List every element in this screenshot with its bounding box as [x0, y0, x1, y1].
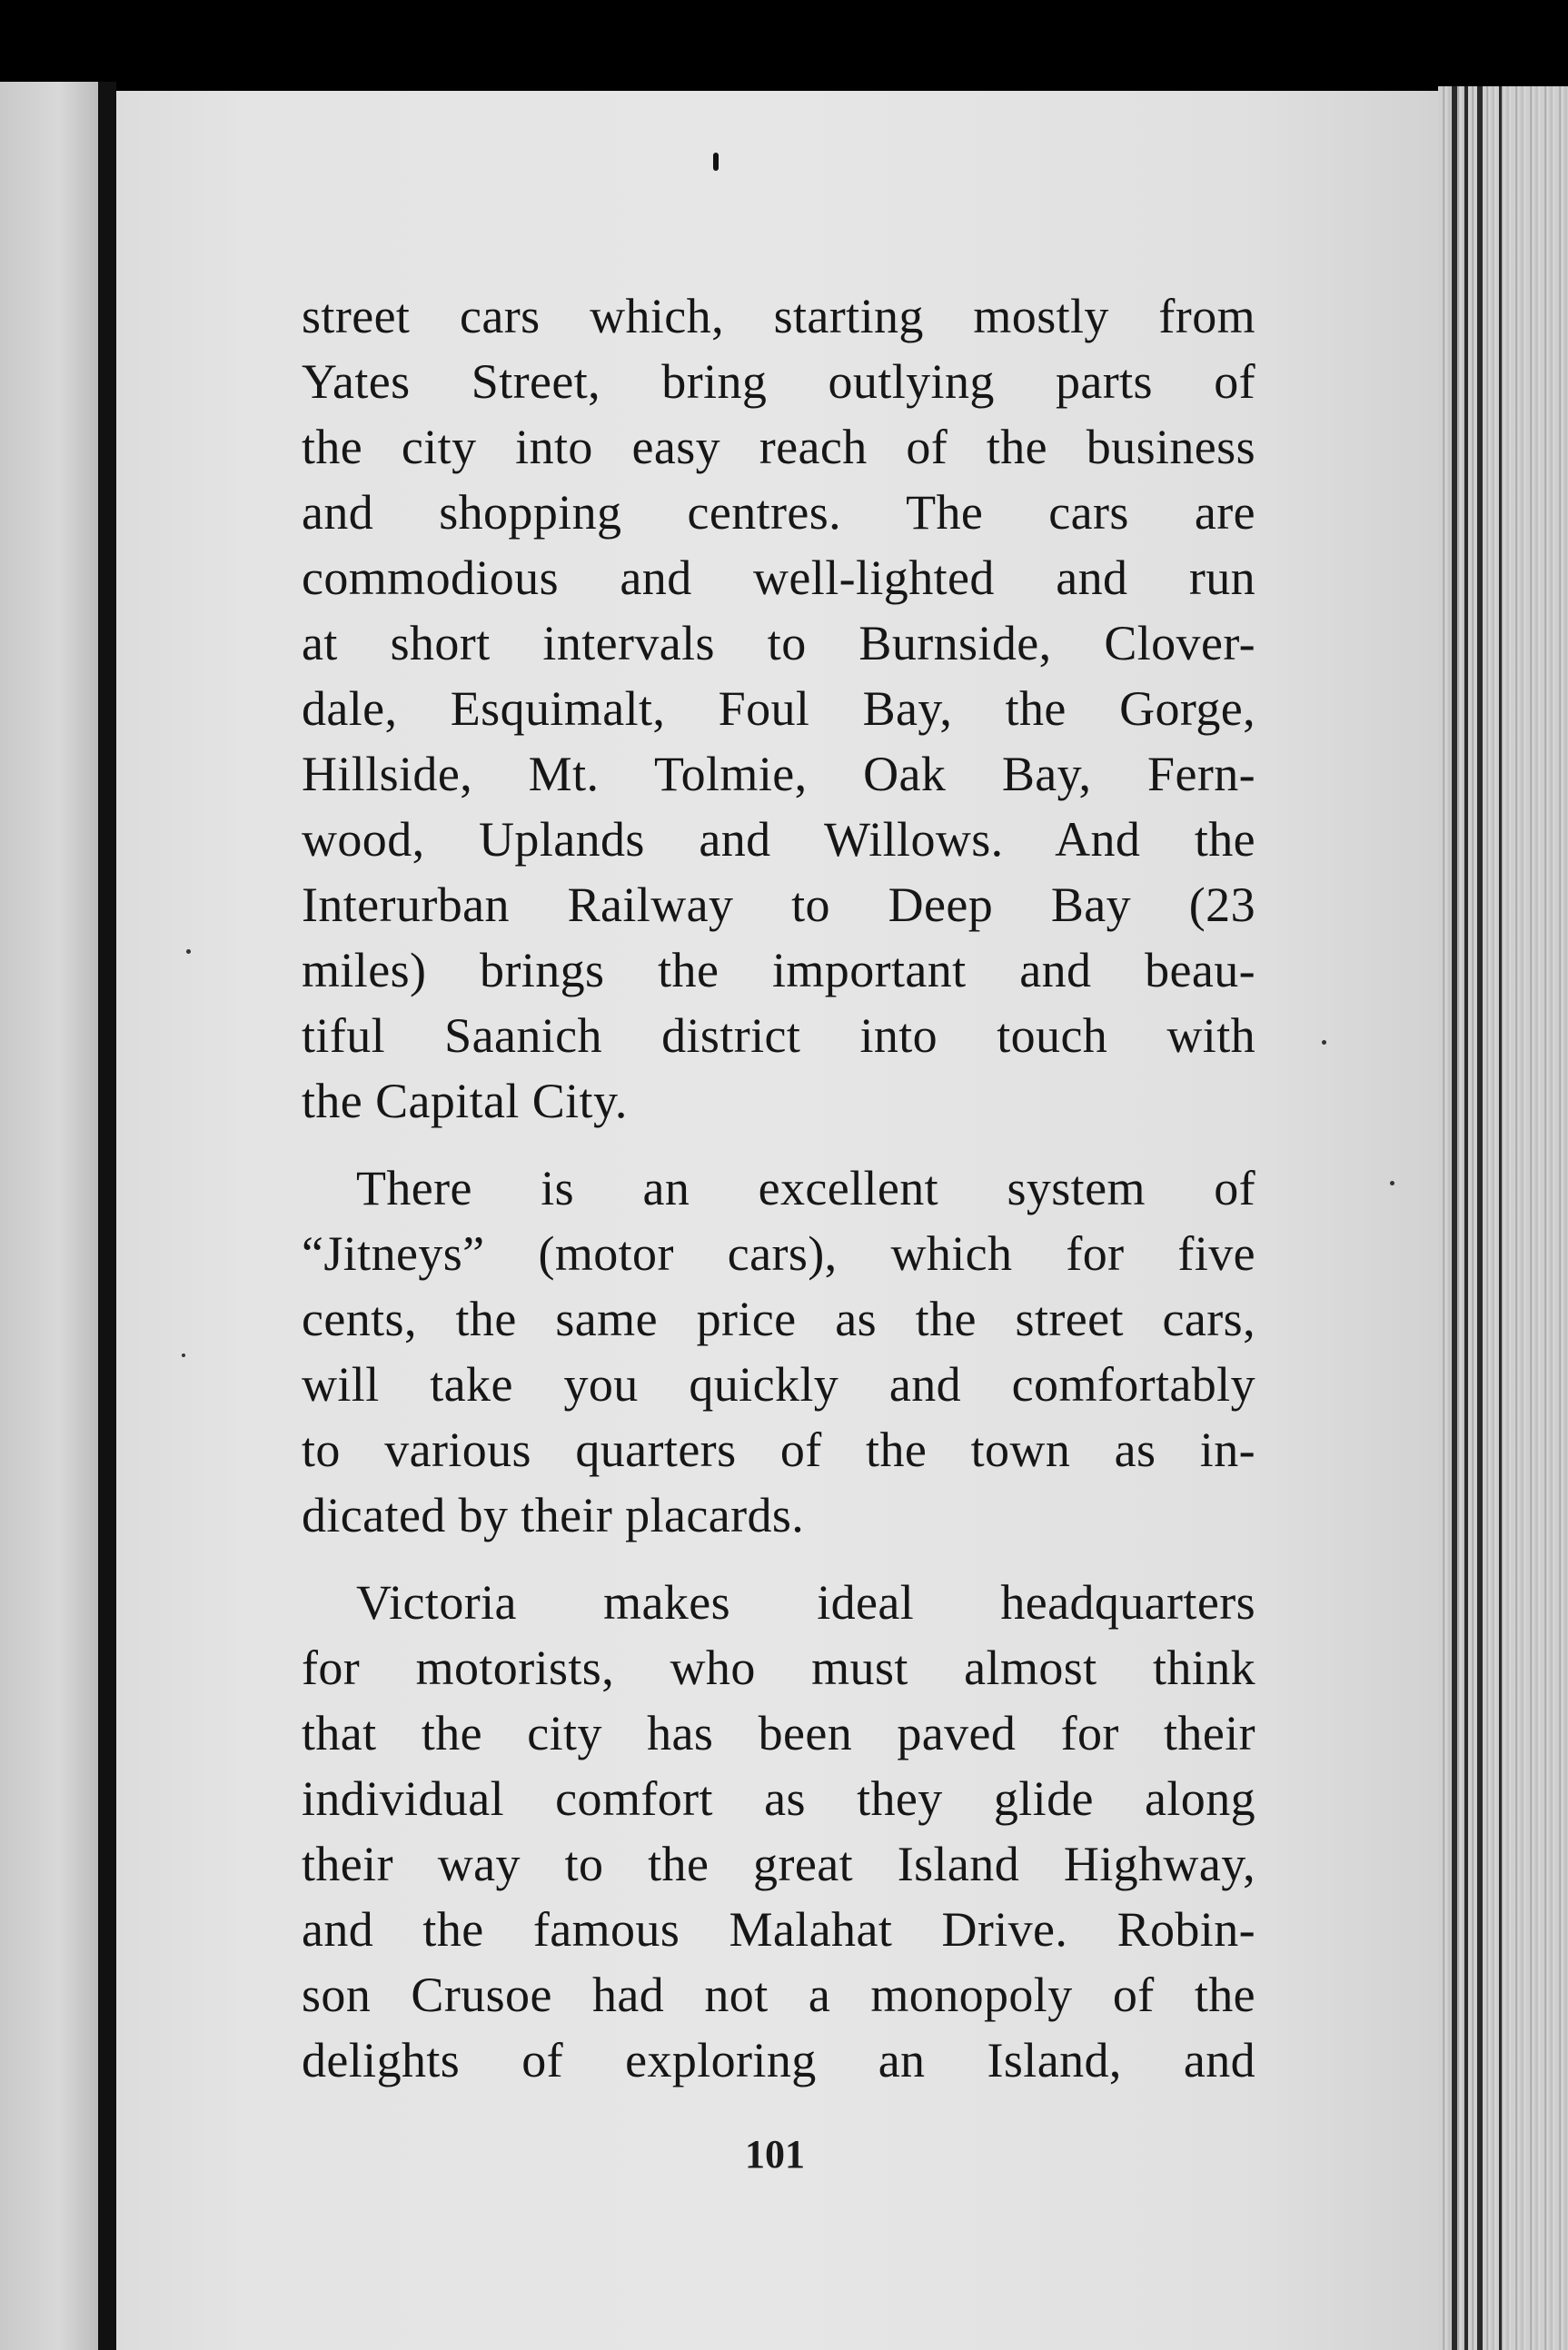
- text-line: tiful Saanich district into touch with: [302, 1008, 1255, 1063]
- text-line: miles) brings the important and beau-: [302, 943, 1255, 997]
- text-line: the Capital City.: [302, 1074, 628, 1128]
- book-gutter: [98, 82, 116, 2350]
- text-line: the city into easy reach of the business: [302, 420, 1255, 474]
- body-text: [302, 283, 1255, 2093]
- text-line: Yates Street, bring outlying parts of: [302, 354, 1255, 409]
- facing-page-edge: [0, 82, 98, 2350]
- text-line: wood, Uplands and Willows. And the: [302, 812, 1255, 867]
- text-line: dale, Esquimalt, Foul Bay, the Gorge,: [302, 681, 1255, 736]
- text-line: delights of exploring an Island, and: [302, 2033, 1255, 2087]
- text-line: and the famous Malahat Drive. Robin-: [302, 1902, 1255, 1957]
- text-line: street cars which, starting mostly from: [302, 289, 1255, 343]
- page-edge-line: [1477, 86, 1483, 2350]
- page-edge-line: [1452, 86, 1457, 2350]
- page-number-text: 101: [745, 2132, 805, 2176]
- ink-speck: [1322, 1040, 1326, 1045]
- text-line: There is an excellent system of: [356, 1161, 1255, 1215]
- paragraph: [302, 1570, 1255, 2093]
- ink-speck: [186, 949, 191, 954]
- page-edge-line: [1464, 86, 1468, 2350]
- text-line: that the city has been paved for their: [302, 1706, 1255, 1760]
- text-line: dicated by their placards.: [302, 1488, 805, 1542]
- text-line: their way to the great Island Highway,: [302, 1837, 1255, 1891]
- paragraph: [302, 1155, 1255, 1548]
- text-line: Interurban Railway to Deep Bay (23: [302, 878, 1255, 932]
- text-line: to various quarters of the town as in-: [302, 1423, 1255, 1477]
- ink-speck: [1390, 1181, 1394, 1185]
- ink-speck: [182, 1353, 185, 1357]
- text-line: “Jitneys” (motor cars), which for five: [302, 1226, 1255, 1281]
- text-line: son Crusoe had not a monopoly of the: [302, 1968, 1255, 2022]
- page-edge-line: [1499, 86, 1502, 2350]
- text-line: individual comfort as they glide along: [302, 1771, 1255, 1826]
- page-number: [0, 2131, 1568, 2177]
- text-line: Hillside, Mt. Tolmie, Oak Bay, Fern-: [302, 747, 1255, 801]
- text-line: and shopping centres. The cars are: [302, 485, 1255, 540]
- text-line: will take you quickly and comfortably: [302, 1357, 1255, 1412]
- text-line: commodious and well-lighted and run: [302, 550, 1255, 605]
- ink-speck: [713, 153, 719, 171]
- text-line: at short intervals to Burnside, Clover-: [302, 616, 1255, 670]
- text-line: for motorists, who must almost think: [302, 1641, 1255, 1695]
- paragraph: [302, 283, 1255, 1134]
- text-line: Victoria makes ideal headquarters: [356, 1575, 1255, 1630]
- page-stack-edges: [1438, 86, 1568, 2350]
- text-line: cents, the same price as the street cars,: [302, 1292, 1255, 1346]
